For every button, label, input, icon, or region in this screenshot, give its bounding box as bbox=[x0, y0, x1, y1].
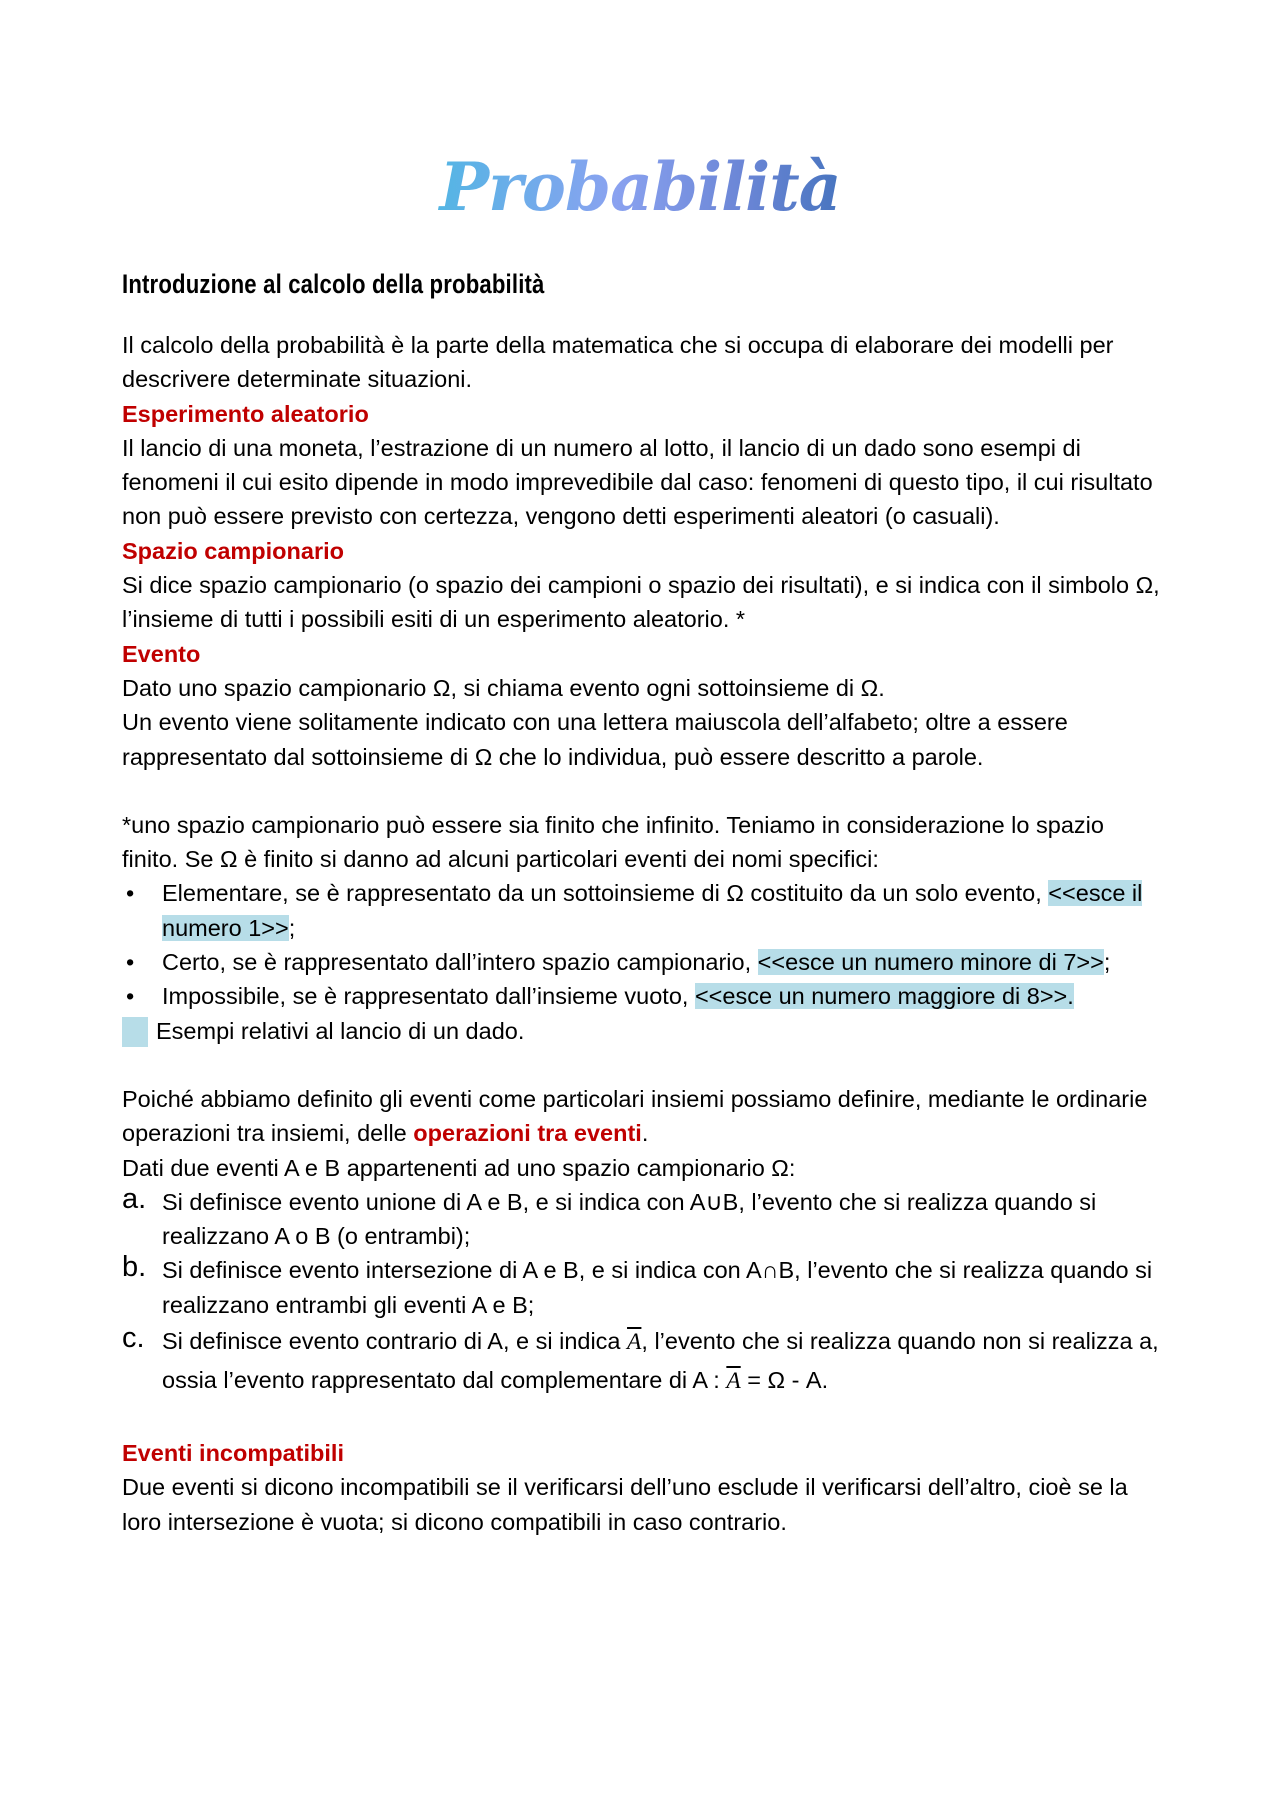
complement-symbol: $\overline{A}$ bbox=[726, 1368, 741, 1395]
evento-line-1: Dato uno spazio campionario Ω, si chiama evento ogni sottoinsieme di Ω. bbox=[122, 674, 885, 701]
list-item bbox=[122, 1182, 1162, 1254]
bullet-icon: • bbox=[126, 880, 135, 907]
page-title: Probabilità bbox=[0, 142, 1280, 232]
operazioni-text: Poiché abbiamo definito gli eventi come particolari insiemi possiamo definire, mediante le ordinarie operazioni tra insiemi, delle bbox=[122, 1085, 1148, 1147]
spacer bbox=[122, 1048, 1162, 1082]
list-item bbox=[122, 1253, 1162, 1322]
bullet-icon: • bbox=[126, 983, 135, 1010]
list-item-tail: ; bbox=[1103, 949, 1111, 976]
legend-text: Esempi relativi al lancio di un dado. bbox=[156, 1017, 525, 1044]
bullet-icon: • bbox=[126, 949, 135, 976]
section-heading: Introduzione al calcolo della probabilità bbox=[122, 269, 545, 299]
list-item bbox=[122, 979, 1162, 1013]
list-marker: a. bbox=[122, 1182, 147, 1215]
evento-line-2: Un evento viene solitamente indicato con una lettera maiuscola dell’alfabeto; oltre a essere rappresentato dal sottoinsieme di Ω che lo individua, può essere descritto a parole. bbox=[122, 709, 1068, 770]
list-item-text: Impossibile, se è rappresentato dall’insieme vuoto, bbox=[162, 983, 695, 1010]
highlight-swatch-icon bbox=[122, 1017, 148, 1047]
complement-symbol: $\overline{A}$ bbox=[627, 1329, 642, 1356]
list-item bbox=[122, 1322, 1162, 1400]
operazioni-paragraph bbox=[122, 1082, 1162, 1151]
example-highlight: <<esce un numero maggiore di 8>>. bbox=[694, 983, 1074, 1010]
list-marker: c. bbox=[122, 1322, 145, 1355]
heading-incompatibili: Eventi incompatibili bbox=[122, 1440, 344, 1467]
incompatibili-text: Due eventi si dicono incompatibili se il verificarsi dell’uno esclude il verificarsi dell’altro, cioè se la loro intersezione è vuota; si dicono compatibili in caso contrario. bbox=[122, 1474, 1128, 1535]
dati-paragraph: Dati due eventi A e B appartenenti ad uno spazio campionario Ω: bbox=[122, 1154, 796, 1181]
list-item-tail: ; bbox=[288, 914, 296, 941]
list-item-text: Certo, se è rappresentato dall’intero spazio campionario, bbox=[162, 949, 758, 976]
list-item-text: , l’evento che si realizza quando non si realizza a, ossia l’evento rappresentato dal complementare di A : bbox=[162, 1328, 1159, 1394]
document-body bbox=[122, 262, 1162, 1539]
spacer bbox=[122, 774, 1162, 808]
list-item-text: = Ω - A. bbox=[740, 1367, 829, 1394]
list-item bbox=[122, 945, 1162, 979]
esperimento-text: Il lancio di una moneta, l’estrazione di un numero al lotto, il lancio di un dado sono esempi di fenomeni il cui esito dipende in modo imprevedibile dal caso: fenomeni di questo tipo, il cui risultato non può essere previsto con certezza, vengono detti esperimenti aleatori (o casuali). bbox=[122, 434, 1153, 530]
list-item-text: Si definisce evento unione di A e B, e si indica con A∪B, l’evento che si realizza quando si realizzano A o B (o entrambi); bbox=[162, 1188, 1097, 1250]
intro-paragraph: Il calcolo della probabilità è la parte della matematica che si occupa di elaborare dei modelli per descrivere determinate situazioni. bbox=[122, 332, 1114, 393]
list-marker: b. bbox=[122, 1251, 147, 1284]
operations-list bbox=[122, 1182, 1162, 1400]
nota-text: *uno spazio campionario può essere sia finito che infinito. Teniamo in considerazione lo spazio finito. Se Ω è finito si danno ad alcuni particolari eventi dei nomi specifici: bbox=[122, 811, 1104, 873]
list-item-text: Si definisce evento contrario di A, e si indica bbox=[162, 1328, 628, 1355]
heading-esperimento: Esperimento aleatorio bbox=[122, 400, 369, 427]
list-item bbox=[122, 876, 1162, 945]
list-item-text: Si definisce evento intersezione di A e B, e si indica con A∩B, l’evento che si realizza quando si realizzano entrambi gli eventi A e B; bbox=[162, 1257, 1153, 1318]
operazioni-tail: . bbox=[641, 1120, 649, 1147]
heading-evento: Evento bbox=[122, 640, 201, 667]
spazio-text: Si dice spazio campionario (o spazio dei campioni o spazio dei risultati), e si indica con il simbolo Ω, l’insieme di tutti i possibili esiti di un esperimento aleatorio. * bbox=[122, 572, 1160, 633]
operazioni-highlight: operazioni tra eventi bbox=[413, 1120, 642, 1147]
list-item-text: Elementare, se è rappresentato da un sottoinsieme di Ω costituito da un solo evento, bbox=[162, 880, 1049, 907]
example-highlight: <<esce un numero minore di 7>> bbox=[757, 949, 1104, 976]
spacer bbox=[122, 1400, 1162, 1436]
example-highlight: <<esce il numero 1>> bbox=[162, 880, 1143, 941]
heading-spazio: Spazio campionario bbox=[122, 537, 344, 564]
highlight-legend bbox=[122, 1014, 1162, 1048]
event-types-list bbox=[122, 876, 1162, 1013]
